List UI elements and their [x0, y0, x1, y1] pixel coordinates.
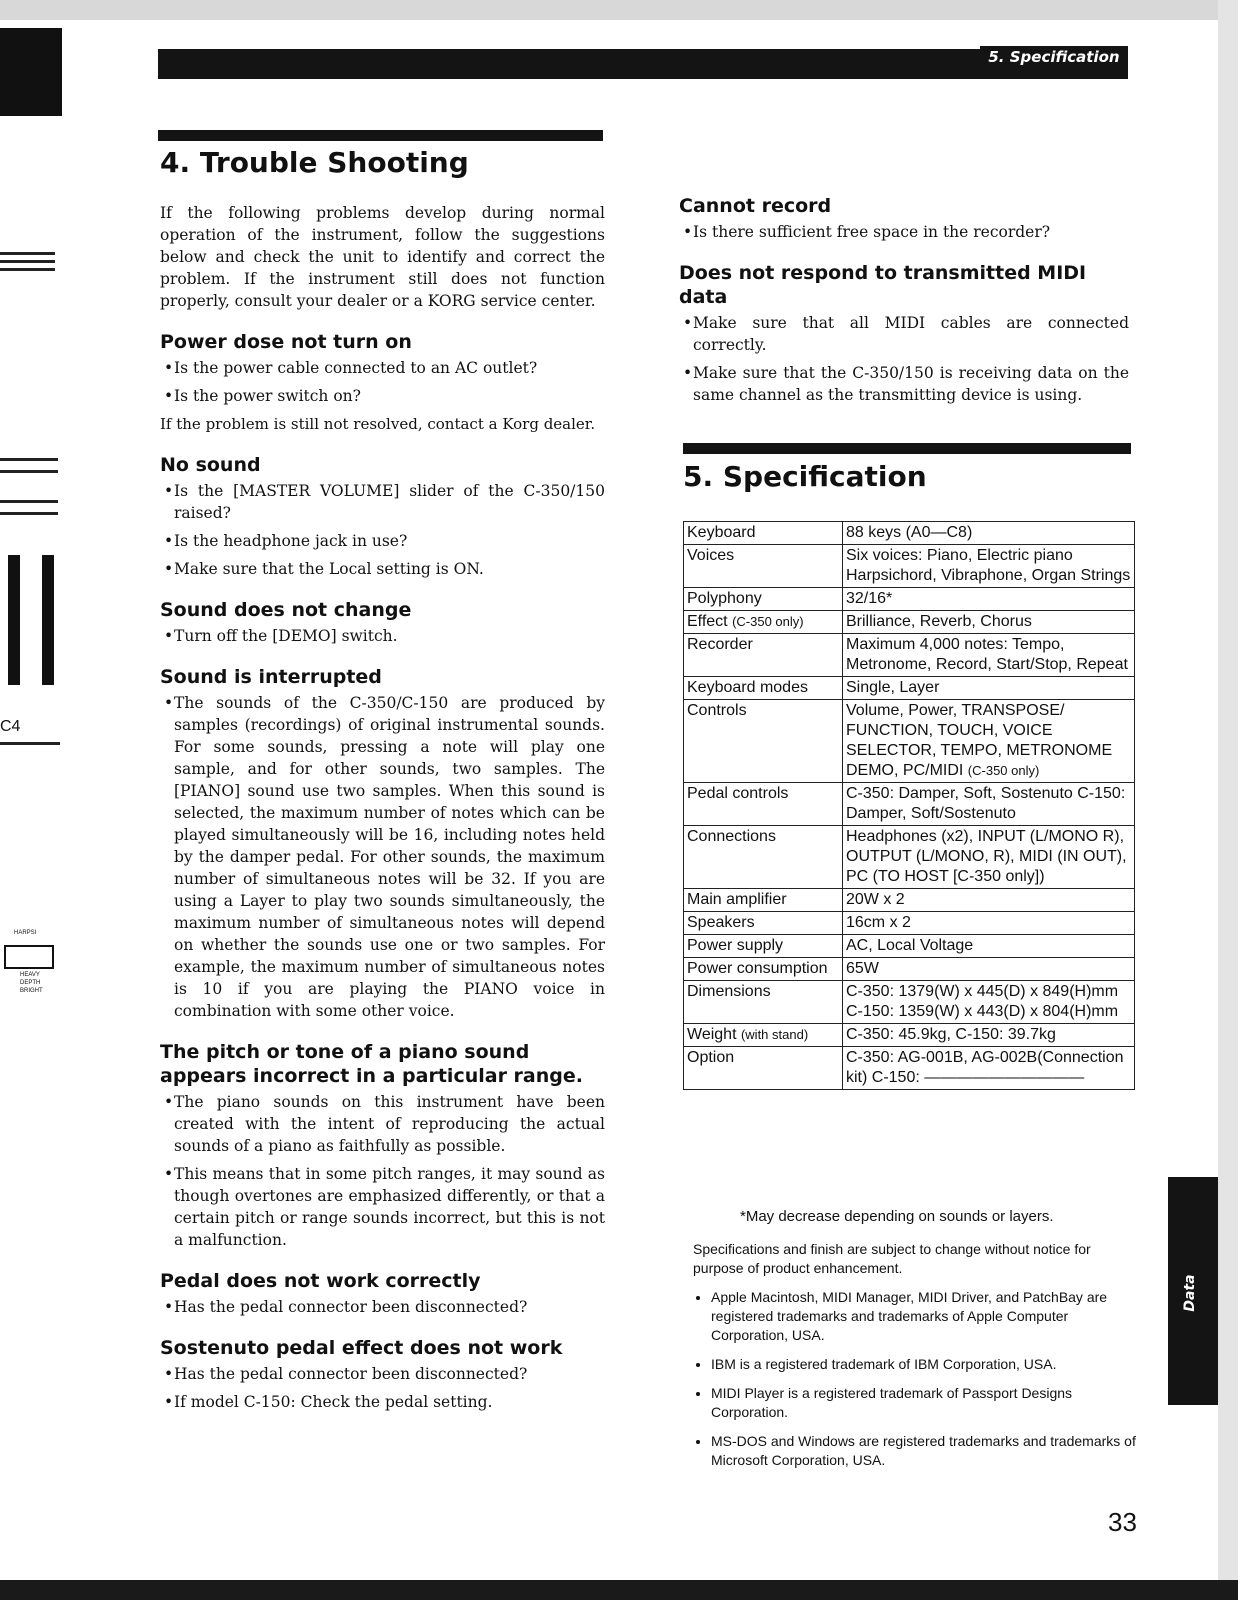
spec-label-text: Power supply	[687, 937, 784, 954]
bright-label: BRIGHT	[20, 988, 43, 994]
spec-value	[843, 677, 1135, 700]
bullet-item: • Turn off the [DEMO] switch.	[160, 625, 605, 647]
trademark-list	[693, 1288, 1143, 1470]
bullet-item: • Make sure that all MIDI cables are connected correctly.	[679, 312, 1129, 356]
spec-value	[843, 1024, 1135, 1047]
topic-pedal: Pedal does not work correctly	[160, 1270, 481, 1292]
data-tab-label: Data	[1182, 1274, 1198, 1312]
spec-row	[684, 826, 1135, 889]
spec-label	[684, 1024, 843, 1047]
spec-value-text: Maximum 4,000 notes: Tempo, Metronome, Record, Start/Stop, Repeat	[846, 636, 1128, 673]
section-bar	[158, 130, 603, 141]
spec-label-text: Effect	[687, 613, 728, 630]
spec-value-text: 88 keys (A0—C8)	[846, 524, 973, 541]
spec-label	[684, 958, 843, 981]
trouble-left-column	[160, 202, 605, 1419]
spec-row	[684, 1047, 1135, 1090]
spec-label-text: Keyboard modes	[687, 679, 808, 696]
topic-midi: Does not respond to transmitted MIDI data	[679, 262, 1087, 308]
spec-row	[684, 545, 1135, 588]
spec-value	[843, 611, 1135, 634]
spec-value	[843, 634, 1135, 677]
trademark-item: • IBM is a registered trademark of IBM Corporation, USA.	[711, 1355, 1143, 1374]
spec-label-text: Recorder	[687, 636, 753, 653]
section-bar	[683, 443, 1131, 454]
page-edge-bottom	[0, 1580, 1238, 1600]
change-notice: Specifications and finish are subject to change without notice for purpose of product enhancement.	[693, 1241, 1091, 1276]
spec-label	[684, 634, 843, 677]
spec-row	[684, 522, 1135, 545]
spec-value-text: Six voices: Piano, Electric piano Harpsichord, Vibraphone, Organ Strings	[846, 547, 1131, 584]
trademark-item: • Apple Macintosh, MIDI Manager, MIDI Driver, and PatchBay are registered trademarks and trademarks of Apple Computer Corporation, USA.	[711, 1288, 1143, 1345]
page-edge-left-block	[0, 28, 62, 116]
topic-sound-interrupted: Sound is interrupted	[160, 666, 382, 688]
spec-row	[684, 611, 1135, 634]
spec-value-text: 20W x 2	[846, 891, 905, 908]
spec-row	[684, 700, 1135, 783]
bullet-item: • This means that in some pitch ranges, it may sound as though overtones are emphasized differently, or that a certain pitch or range sounds incorrect, but this is not a malfunction.	[160, 1163, 605, 1251]
spec-value-text: Headphones (x2), INPUT (L/MONO R), OUTPUT (L/MONO, R), MIDI (IN OUT), PC (TO HOST [C-350 only])	[846, 828, 1127, 885]
page-edge-right	[1218, 0, 1238, 1600]
trademark-item: • MIDI Player is a registered trademark of Passport Designs Corporation.	[711, 1384, 1143, 1422]
bullet-item: • The piano sounds on this instrument have been created with the intent of reproducing the actual sounds of a piano as faithfully as possible.	[160, 1091, 605, 1157]
spec-label-text: Main amplifier	[687, 891, 787, 908]
spec-value	[843, 588, 1135, 611]
spec-row	[684, 889, 1135, 912]
bullet-item: • Is the headphone jack in use?	[160, 530, 605, 552]
trouble-intro: If the following problems develop during normal operation of the instrument, follow the suggestions below and check the unit to identify and correct the problem. If the instrument still does not function properly, consult your dealer or a KORG service center.	[160, 204, 605, 310]
spec-value	[843, 700, 1135, 783]
margin-line	[0, 742, 60, 745]
power-followup: If the problem is still not resolved, contact a Korg dealer.	[160, 415, 596, 433]
heavy-label: HEAVY	[20, 972, 40, 978]
spec-label-text: Dimensions	[687, 983, 771, 1000]
spec-row	[684, 588, 1135, 611]
margin-line	[0, 500, 58, 503]
spec-row	[684, 912, 1135, 935]
spec-footnote: *May decrease depending on sounds or layers.	[740, 1208, 1054, 1225]
spec-label	[684, 611, 843, 634]
spec-label	[684, 826, 843, 889]
bullet-item: • Make sure that the Local setting is ON.	[160, 558, 605, 580]
spec-label	[684, 522, 843, 545]
spec-value-note: (C-350 only)	[967, 763, 1040, 778]
spec-value	[843, 981, 1135, 1024]
topic-cannot-record: Cannot record	[679, 195, 832, 217]
page-number: 33	[1108, 1507, 1137, 1537]
spec-label-text: Polyphony	[687, 590, 762, 607]
spec-label-text: Option	[687, 1049, 735, 1066]
spec-value	[843, 935, 1135, 958]
spec-value	[843, 889, 1135, 912]
bullet-item: • Is the power switch on?	[160, 385, 605, 407]
spec-row	[684, 677, 1135, 700]
spec-label-text: Speakers	[687, 914, 755, 931]
trouble-right-column	[679, 194, 1129, 412]
topic-pitch-incorrect: The pitch or tone of a piano sound appears incorrect in a particular range.	[160, 1041, 583, 1087]
spec-label-text: Connections	[687, 828, 776, 845]
spec-row	[684, 981, 1135, 1024]
specification-title: 5. Specification	[683, 460, 927, 493]
harpsi-label: HARPSI	[14, 930, 37, 936]
spec-value	[843, 912, 1135, 935]
spec-value-text: 32/16*	[846, 590, 893, 607]
spec-label	[684, 677, 843, 700]
spec-label-text: Voices	[687, 547, 735, 564]
spec-value	[843, 522, 1135, 545]
spec-notes	[693, 1240, 1143, 1480]
spec-value-text: 16cm x 2	[846, 914, 911, 931]
bullet-item: • Is the [MASTER VOLUME] slider of the C-350/150 raised?	[160, 480, 605, 524]
margin-line	[0, 260, 55, 263]
spec-label	[684, 783, 843, 826]
spec-label	[684, 700, 843, 783]
header-section-label: 5. Specification	[980, 46, 1128, 68]
spec-label-text: Keyboard	[687, 524, 756, 541]
page-edge-top	[0, 0, 1238, 20]
spec-value-text: Volume, Power, TRANSPOSE/ FUNCTION, TOUCH, VOICE SELECTOR, TEMPO, METRONOME DEMO, PC/MIDI	[846, 702, 1113, 779]
topic-no-sound: No sound	[160, 454, 261, 476]
margin-line	[0, 512, 58, 515]
bullet-item: • If model C-150: Check the pedal setting.	[160, 1391, 605, 1413]
margin-line	[0, 252, 55, 255]
spec-value	[843, 826, 1135, 889]
bullet-item: • Is the power cable connected to an AC outlet?	[160, 357, 605, 379]
spec-value	[843, 958, 1135, 981]
spec-row	[684, 783, 1135, 826]
spec-label-text: Weight	[687, 1026, 737, 1043]
spec-label	[684, 545, 843, 588]
spec-table	[683, 521, 1135, 1090]
black-key	[8, 555, 20, 685]
margin-line	[0, 268, 55, 271]
topic-sostenuto: Sostenuto pedal effect does not work	[160, 1337, 563, 1359]
bullet-item: • Is there sufficient free space in the recorder?	[679, 221, 1129, 243]
spec-value-text: 65W	[846, 960, 879, 977]
bullet-item: • Has the pedal connector been disconnected?	[160, 1296, 605, 1318]
spec-label-note: (C-350 only)	[732, 614, 804, 629]
spec-value-text: C-350: 1379(W) x 445(D) x 849(H)mm C-150: 1359(W) x 443(D) x 804(H)mm	[846, 983, 1119, 1020]
spec-value-text: AC, Local Voltage	[846, 937, 974, 954]
spec-row	[684, 1024, 1135, 1047]
spec-value	[843, 545, 1135, 588]
depth-label: DEPTH	[20, 980, 41, 986]
spec-value	[843, 1047, 1135, 1090]
spec-label-note: (with stand)	[740, 1027, 809, 1042]
spec-label	[684, 588, 843, 611]
spec-label-text: Pedal controls	[687, 785, 789, 802]
spec-value	[843, 783, 1135, 826]
spec-label	[684, 889, 843, 912]
trouble-shooting-title: 4. Trouble Shooting	[160, 146, 469, 179]
bullet-item: • The sounds of the C-350/C-150 are produced by samples (recordings) of original instrumental sounds. For some sounds, pressing a note will play one sample, and for other sounds, two samples. The [PIANO] sound use two samples. When this sound is selected, the maximum number of notes which can be played simultaneously will be 16, including notes held by the damper pedal. For other sounds, the maximum number of simultaneous notes will be 32. If you are using a Layer to play two sounds simultaneously, the maximum number of simultaneous notes will depend on whether the sounds use one or two samples. For example, the maximum number of simultaneous notes is 10 if you are playing the PIANO voice in combination with some other voice.	[160, 692, 605, 1022]
spec-row	[684, 935, 1135, 958]
margin-line	[0, 470, 58, 473]
trademark-item: • MS-DOS and Windows are registered trademarks and trademarks of Microsoft Corporation, USA.	[711, 1432, 1143, 1470]
topic-sound-no-change: Sound does not change	[160, 599, 412, 621]
spec-label-text: Power consumption	[687, 960, 828, 977]
harpsi-button-art	[4, 945, 54, 969]
black-key	[42, 555, 54, 685]
spec-value-text: C-350: AG-001B, AG-002B(Connection kit) C-150: ——————————	[846, 1049, 1124, 1086]
c4-label: C4	[0, 718, 21, 735]
topic-power: Power dose not turn on	[160, 331, 412, 353]
bullet-item: • Make sure that the C-350/150 is receiving data on the same channel as the transmitting device is using.	[679, 362, 1129, 406]
spec-label	[684, 935, 843, 958]
bullet-item: • Has the pedal connector been disconnected?	[160, 1363, 605, 1385]
spec-label	[684, 912, 843, 935]
spec-label-text: Controls	[687, 702, 747, 719]
spec-row	[684, 958, 1135, 981]
spec-label	[684, 981, 843, 1024]
spec-label	[684, 1047, 843, 1090]
spec-value-text: C-350: Damper, Soft, Sostenuto C-150: Damper, Soft/Sostenuto	[846, 785, 1126, 822]
spec-value-text: C-350: 45.9kg, C-150: 39.7kg	[846, 1026, 1056, 1043]
spec-row	[684, 634, 1135, 677]
spec-value-text: Brilliance, Reverb, Chorus	[846, 613, 1032, 630]
spec-value-text: Single, Layer	[846, 679, 940, 696]
margin-line	[0, 458, 58, 461]
